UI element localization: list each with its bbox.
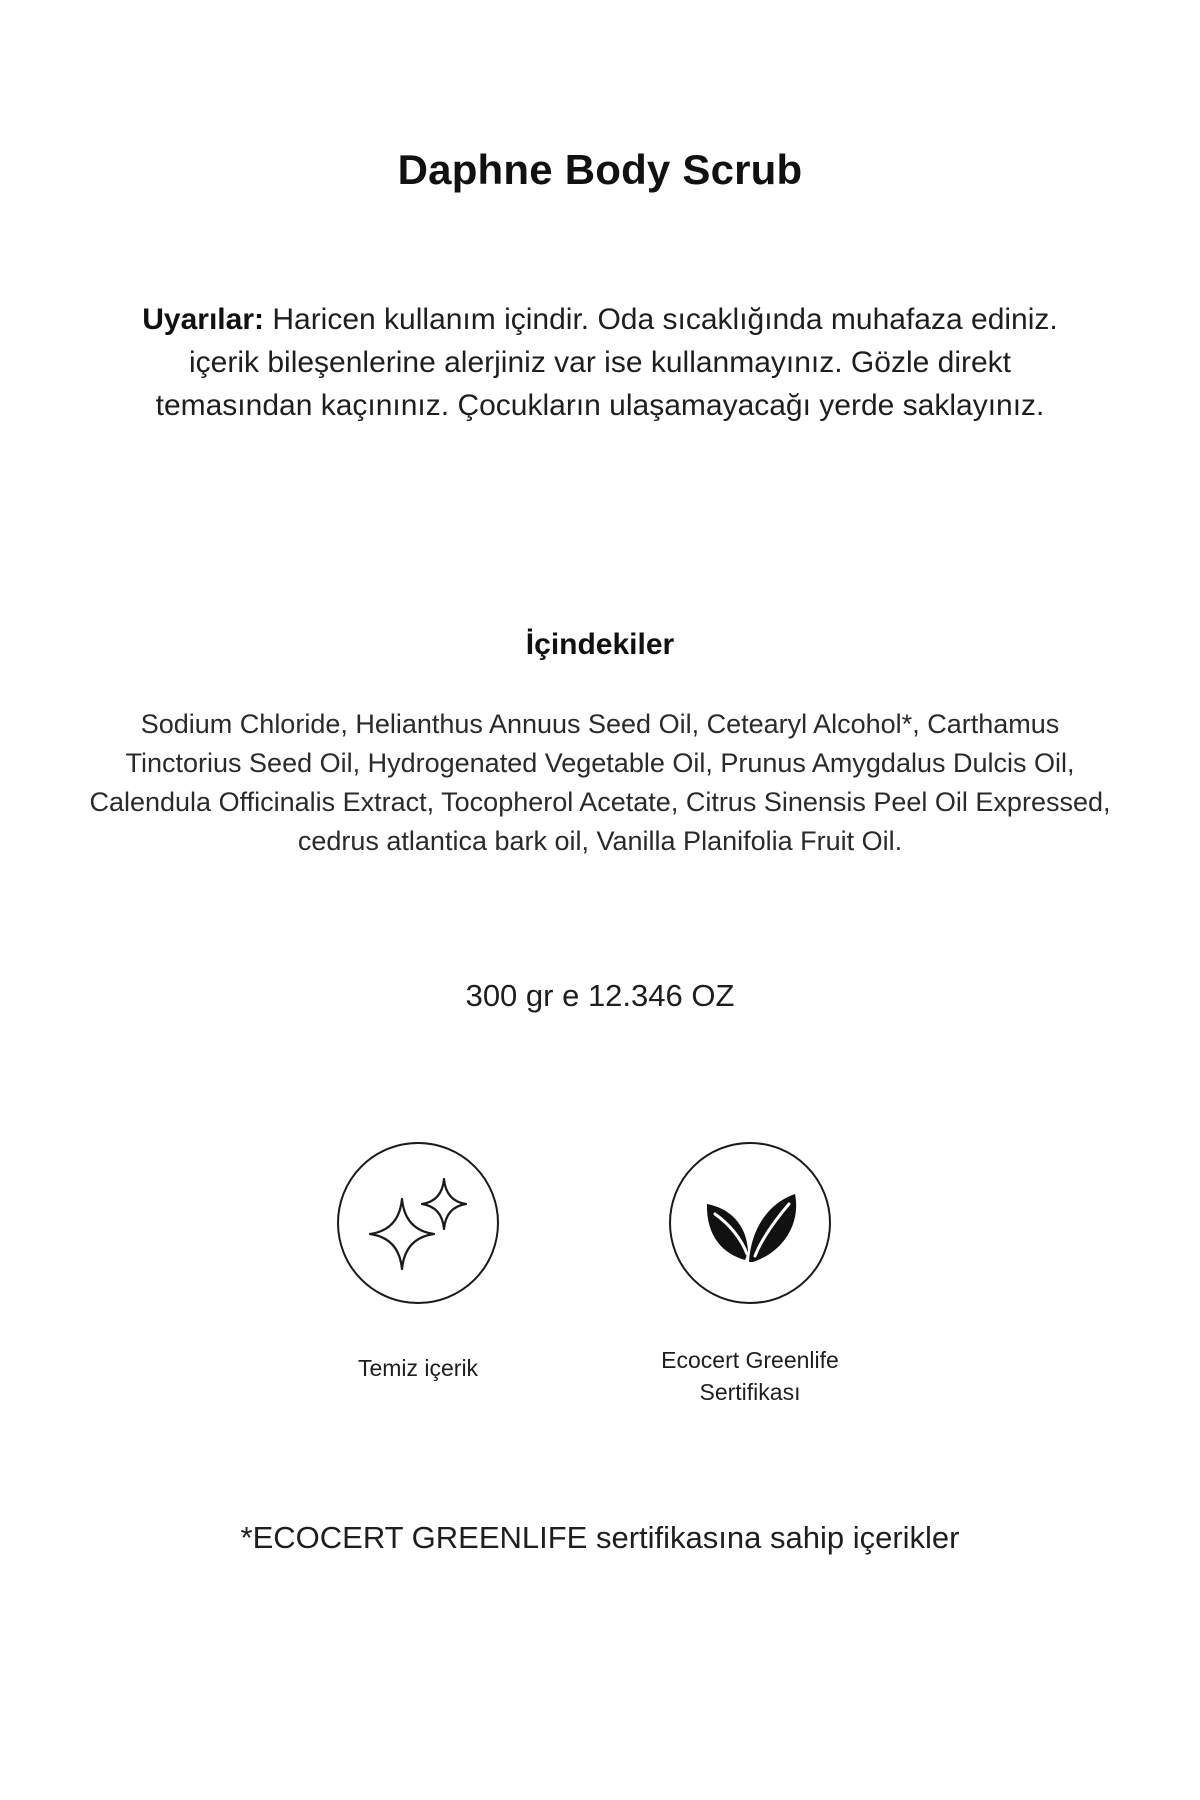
warnings-text: Haricen kullanım içindir. Oda sıcaklığında muhafaza ediniz. içerik bileşenlerine alerjiniz var ise kullanmayınız. Gözle direkt temasından kaçınınız. Çocukların ulaşamayacağı yerde saklayınız. bbox=[155, 303, 1058, 422]
badge-label: Ecocert Greenlife Sertifikası bbox=[661, 1347, 839, 1405]
badge-label: Temiz içerik bbox=[357, 1355, 479, 1381]
footnote: *ECOCERT GREENLIFE sertifikasına sahip içerikler bbox=[240, 1520, 960, 1555]
sparkle-icon bbox=[339, 1144, 497, 1302]
badge-ecocert bbox=[630, 1142, 870, 1408]
leaf-icon bbox=[671, 1144, 829, 1302]
net-weight: 300 gr e 12.346 OZ bbox=[465, 978, 735, 1013]
badge-circle bbox=[669, 1142, 831, 1304]
ingredients-heading: İçindekiler bbox=[525, 628, 675, 661]
product-title: Daphne Body Scrub bbox=[397, 146, 803, 193]
badge-clean-ingredients bbox=[298, 1142, 538, 1384]
warnings-paragraph bbox=[115, 298, 1085, 427]
warnings-label: Uyarılar: bbox=[142, 303, 264, 336]
ingredients-list: Sodium Chloride, Helianthus Annuus Seed Oil, Cetearyl Alcohol*, Carthamus Tinctorius Seed Oil, Hydrogenated Vegetable Oil, Prunus Amygdalus Dulcis Oil, Calendula Officinalis Extract, Tocopherol Acetate, Citrus Sinensis Peel Oil Expressed, cedrus atlantica bark oil, Vanilla Planifolia Fruit Oil. bbox=[89, 709, 1111, 856]
badge-circle bbox=[337, 1142, 499, 1304]
